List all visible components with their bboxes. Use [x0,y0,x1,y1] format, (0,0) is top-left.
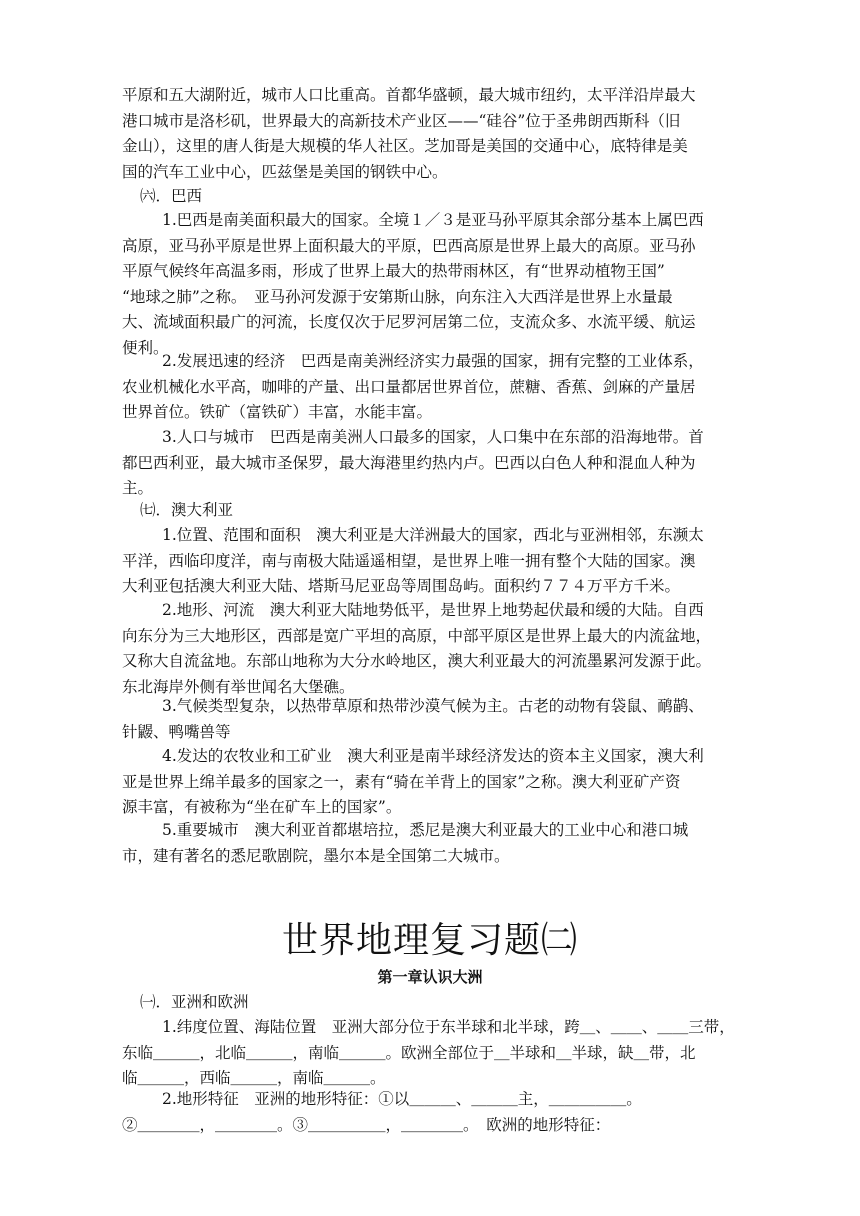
text-line: 国的汽车工业中心，匹兹堡是美国的钢铁中心。 [122,162,448,181]
australia-paragraph-3 [122,694,762,745]
review-paragraph-1 [122,1015,762,1092]
text-line: 主。 [122,479,154,498]
text-line: 1.纬度位置、海陆位置 亚洲大部分位于东半球和北半球，跨＿、＿＿、＿＿三带， [162,1018,735,1036]
text-line: 2.地形特征 亚洲的地形特征：①以＿＿＿、＿＿＿主，＿＿＿＿＿。 [162,1090,642,1108]
text-line: 源丰富，有被称为“坐在矿车上的国家”。 [122,798,402,817]
text-line: 高原，亚马孙平原是世界上面积最大的平原，巴西高原是世界上最大的高原。亚马孙 [122,236,696,255]
text-line: 平洋，西临印度洋，南与南极大陆遥遥相望，是世界上唯一拥有整个大陆的国家。澳 [122,551,696,570]
text-line: 亚是世界上绵羊最多的国家之一，素有“骑在羊背上的国家”之称。澳大利亚矿产资 [122,772,681,791]
section-heading-australia: ㈦．澳大利亚 [140,501,234,519]
section-heading-asia-europe: ㈠．亚洲和欧洲 [140,993,249,1011]
review-paragraph-2 [122,1087,762,1138]
brazil-paragraph-1 [122,208,762,362]
text-line: 东北海岸外侧有举世闻名大堡礁。 [122,677,355,696]
text-line: 3.气候类型复杂，以热带草原和热带沙漠气候为主。古老的动物有袋鼠、鸸鹋、 [162,697,704,715]
text-line: 市，建有著名的悉尼歌剧院，墨尔本是全国第二大城市。 [122,846,510,865]
text-line: 3.人口与城市 巴西是南美洲人口最多的国家，人口集中在东部的沿海地带。首 [162,428,704,446]
australia-paragraph-5 [122,818,762,869]
text-line: 平原和五大湖附近，城市人口比重高。首都华盛顿，最大城市纽约，太平洋沿岸最大 [122,86,696,104]
text-line: 大、流域面积最广的河流，长度仅次于尼罗河居第二位，支流众多、水流平缓、航运 [122,313,696,332]
australia-paragraph-2 [122,598,762,700]
brazil-paragraph-2 [122,349,762,426]
page-title: 世界地理复习题㈡ [281,920,578,961]
text-line: 针鼹、鸭嘴兽等 [122,722,231,741]
text-line: ②＿＿＿＿，＿＿＿＿。③＿＿＿＿＿，＿＿＿＿。 欧洲的地形特征： [122,1115,611,1134]
text-line: 平原气候终年高温多雨，形成了世界上最大的热带雨林区，有“世界动植物王国” [122,262,665,281]
text-line: 大利亚包括澳大利亚大陆、塔斯马尼亚岛等周围岛屿。面积约７７４万平方千米。 [122,577,681,596]
text-line: 港口城市是洛杉矶，世界最大的高新技术产业区——“硅谷”位于圣弗朗西斯科（旧 [122,111,681,130]
text-line: 2.地形、河流 澳大利亚大陆地势低平，是世界上地势起伏最和缓的大陆。自西 [162,601,704,619]
text-line: 2.发展迅速的经济 巴西是南美洲经济实力最强的国家，拥有完整的工业体系， [162,352,704,370]
text-line: 临＿＿＿，西临＿＿＿，南临＿＿＿。 [122,1069,386,1088]
text-line: 4.发达的农牧业和工矿业 澳大利亚是南半球经济发达的资本主义国家，澳大利 [162,747,704,765]
australia-paragraph-4 [122,744,762,821]
australia-paragraph-1 [122,523,762,600]
text-line: 5.重要城市 澳大利亚首都堪培拉，悉尼是澳大利亚最大的工业中心和港口城 [162,821,689,839]
text-line: 金山），这里的唐人街是大规模的华人社区。芝加哥是美国的交通中心，底特律是美 [122,137,688,156]
text-line: 向东分为三大地形区，西部是宽广平坦的高原，中部平原区是世界上最大的内流盆地， [122,626,712,645]
text-line: 都巴西利亚，最大城市圣保罗，最大海港里约热内卢。巴西以白色人种和混血人种为 [122,453,696,472]
text-line: 1.位置、范围和面积 澳大利亚是大洋洲最大的国家，西北与亚洲相邻，东濒太 [162,526,704,544]
text-line: 1.巴西是南美面积最大的国家。全境１／３是亚马孙平原其余部分基本上属巴西 [162,211,704,229]
chapter-title: 第一章认识大洲 [377,968,483,986]
us-paragraph [122,83,762,185]
text-line: “地球之肺”之称。 亚马孙河发源于安第斯山脉，向东注入大西洋是世界上水量最 [122,287,673,306]
text-line: 东临＿＿＿，北临＿＿＿，南临＿＿＿。欧洲全部位于＿半球和＿半球，缺＿带，北 [122,1043,696,1062]
section-heading-brazil: ㈥．巴西 [140,187,203,205]
text-line: 世界首位。铁矿（富铁矿）丰富，水能丰富。 [122,403,433,422]
brazil-paragraph-3 [122,425,762,502]
text-line: 农业机械化水平高，咖啡的产量、出口量都居世界首位，蔗糖、香蕉、剑麻的产量居 [122,377,696,396]
text-line: 又称大自流盆地。东部山地称为大分水岭地区，澳大利亚最大的河流墨累河发源于此。 [122,652,712,671]
text-line: 便利。 [122,338,169,357]
